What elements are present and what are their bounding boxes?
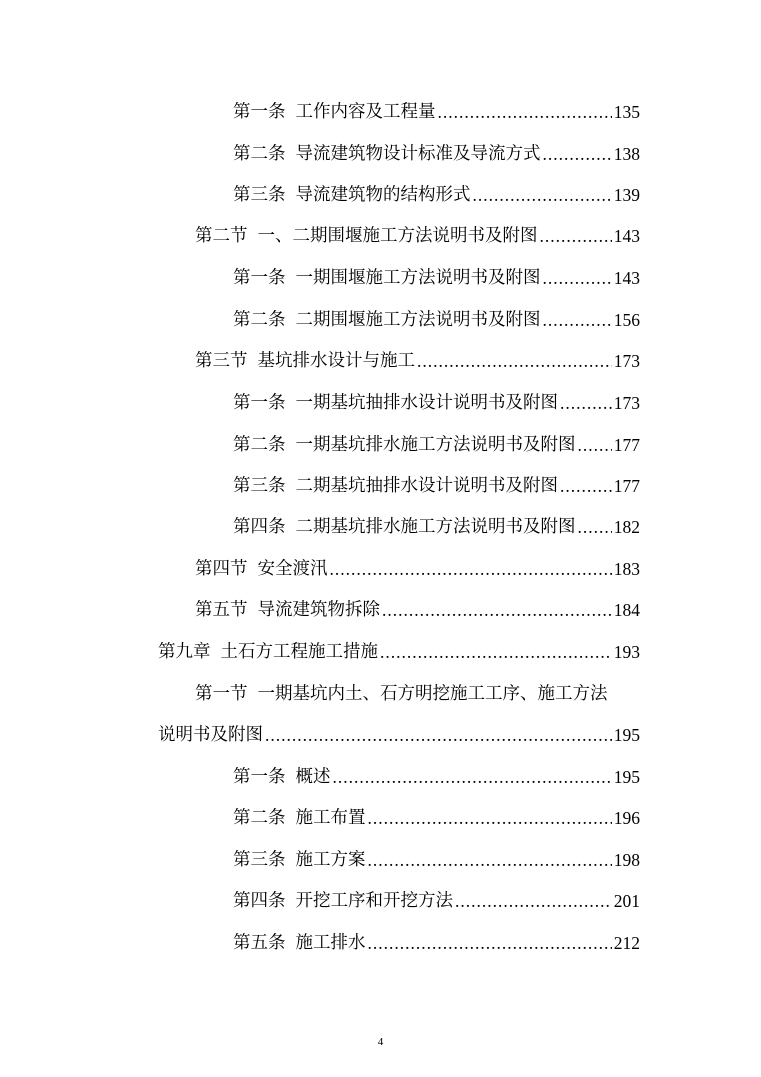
toc-page-number: 195 xyxy=(613,767,640,787)
toc-title: 施工排水 xyxy=(295,933,366,953)
toc-title: 施工布置 xyxy=(295,808,366,828)
footer-page-number: 4 xyxy=(377,1036,384,1048)
toc-title: 导流建筑物的结构形式 xyxy=(295,185,471,205)
toc-leader-dots xyxy=(368,849,612,871)
toc-leader-dots xyxy=(455,890,612,912)
toc-entry[interactable] xyxy=(233,841,640,871)
toc-label: 第二条 xyxy=(233,144,286,164)
toc-title: 一、二期围堰施工方法说明书及附图 xyxy=(257,226,538,246)
toc-entry[interactable] xyxy=(233,508,640,538)
toc-leader-dots xyxy=(578,434,612,456)
toc-page-number: 177 xyxy=(613,476,640,496)
toc-title: 一期围堰施工方法说明书及附图 xyxy=(295,268,541,288)
toc-title: 一期基坑抽排水设计说明书及附图 xyxy=(295,393,558,413)
toc-leader-dots xyxy=(560,475,612,497)
toc-label: 第五节 xyxy=(195,600,248,620)
toc-title: 一期基坑内土、石方明挖施工工序、施工方法 xyxy=(257,684,608,704)
toc-leader-dots xyxy=(578,516,612,538)
toc-label: 第四节 xyxy=(195,559,248,579)
toc-title: 土石方工程施工措施 xyxy=(220,642,378,662)
toc-entry-line1[interactable] xyxy=(195,675,640,705)
toc-label: 第三节 xyxy=(195,351,248,371)
toc-entry[interactable] xyxy=(233,259,640,289)
toc-label: 第四条 xyxy=(233,891,286,911)
toc-entry[interactable] xyxy=(195,342,640,372)
toc-entry-line2[interactable] xyxy=(158,716,640,746)
toc-leader-dots xyxy=(543,267,612,289)
toc-leader-dots xyxy=(543,309,612,331)
toc-entry[interactable] xyxy=(195,217,640,247)
toc-leader-dots xyxy=(380,641,612,663)
toc-page-number: 143 xyxy=(613,268,640,288)
toc-page-number: 173 xyxy=(613,351,640,371)
toc-page-number: 143 xyxy=(613,226,640,246)
toc-label: 第九章 xyxy=(158,642,211,662)
toc-label: 第二条 xyxy=(233,435,286,455)
toc-leader-dots xyxy=(333,766,612,788)
toc-page-number: 182 xyxy=(613,517,640,537)
toc-entry[interactable] xyxy=(233,799,640,829)
toc-leader-dots xyxy=(543,143,612,165)
toc-leader-dots xyxy=(438,101,612,123)
toc-page-number: 173 xyxy=(613,393,640,413)
toc-entry[interactable] xyxy=(233,384,640,414)
toc-leader-dots xyxy=(330,558,612,580)
toc-label: 第一条 xyxy=(233,268,286,288)
toc-leader-dots xyxy=(473,184,612,206)
toc-entry[interactable] xyxy=(195,591,640,621)
toc-title: 工作内容及工程量 xyxy=(295,102,436,122)
toc-label: 第二节 xyxy=(195,226,248,246)
toc-entry[interactable] xyxy=(233,93,640,123)
toc-page-number: 184 xyxy=(613,600,640,620)
toc-page-number: 201 xyxy=(613,891,640,911)
toc-entry[interactable] xyxy=(233,924,640,954)
toc-page-number: 156 xyxy=(613,310,640,330)
toc-entry[interactable] xyxy=(233,301,640,331)
toc-label: 第一节 xyxy=(195,684,248,704)
toc-leader-dots xyxy=(265,724,612,746)
toc-title: 一期基坑排水施工方法说明书及附图 xyxy=(295,435,576,455)
toc-page-number: 139 xyxy=(613,185,640,205)
toc-title: 施工方案 xyxy=(295,850,366,870)
toc-entry[interactable] xyxy=(233,135,640,165)
toc-leader-dots xyxy=(382,599,612,621)
toc-entry[interactable] xyxy=(233,426,640,456)
toc-leader-dots xyxy=(368,932,612,954)
toc-label: 第一条 xyxy=(233,767,286,787)
toc-entry[interactable] xyxy=(233,758,640,788)
toc-title: 基坑排水设计与施工 xyxy=(257,351,415,371)
toc-label: 第三条 xyxy=(233,850,286,870)
toc-label: 第三条 xyxy=(233,476,286,496)
toc-title: 概述 xyxy=(295,767,331,787)
toc-leader-dots xyxy=(560,392,612,414)
toc-label: 第三条 xyxy=(233,185,286,205)
toc-label: 第五条 xyxy=(233,933,286,953)
toc-page-number: 135 xyxy=(613,102,640,122)
toc-page-number: 196 xyxy=(613,808,640,828)
toc-title: 导流建筑物拆除 xyxy=(257,600,380,620)
toc-leader-dots xyxy=(540,225,612,247)
toc-label: 第二条 xyxy=(233,310,286,330)
toc-entry[interactable] xyxy=(158,633,640,663)
toc-title: 导流建筑物设计标准及导流方式 xyxy=(295,144,541,164)
toc-page-number: 212 xyxy=(613,933,640,953)
toc-page-number: 183 xyxy=(613,559,640,579)
toc-title-continued: 说明书及附图 xyxy=(158,725,263,745)
toc-title: 二期围堰施工方法说明书及附图 xyxy=(295,310,541,330)
toc-label: 第一条 xyxy=(233,393,286,413)
toc-label: 第二条 xyxy=(233,808,286,828)
toc-title: 二期基坑排水施工方法说明书及附图 xyxy=(295,517,576,537)
toc-title: 开挖工序和开挖方法 xyxy=(295,891,453,911)
toc-page-number: 193 xyxy=(613,642,640,662)
toc-page-number: 198 xyxy=(613,850,640,870)
toc-page-number: 177 xyxy=(613,435,640,455)
toc-leader-dots xyxy=(368,807,612,829)
toc-page-number: 138 xyxy=(613,144,640,164)
toc-leader-dots xyxy=(417,350,612,372)
toc-label: 第四条 xyxy=(233,517,286,537)
toc-entry[interactable] xyxy=(233,467,640,497)
toc-entry[interactable] xyxy=(233,176,640,206)
toc-entry[interactable] xyxy=(233,882,640,912)
toc-page-number: 195 xyxy=(613,725,640,745)
toc-title: 二期基坑抽排水设计说明书及附图 xyxy=(295,476,558,496)
toc-label: 第一条 xyxy=(233,102,286,122)
toc-title: 安全渡汛 xyxy=(257,559,328,579)
toc-entry[interactable] xyxy=(195,550,640,580)
